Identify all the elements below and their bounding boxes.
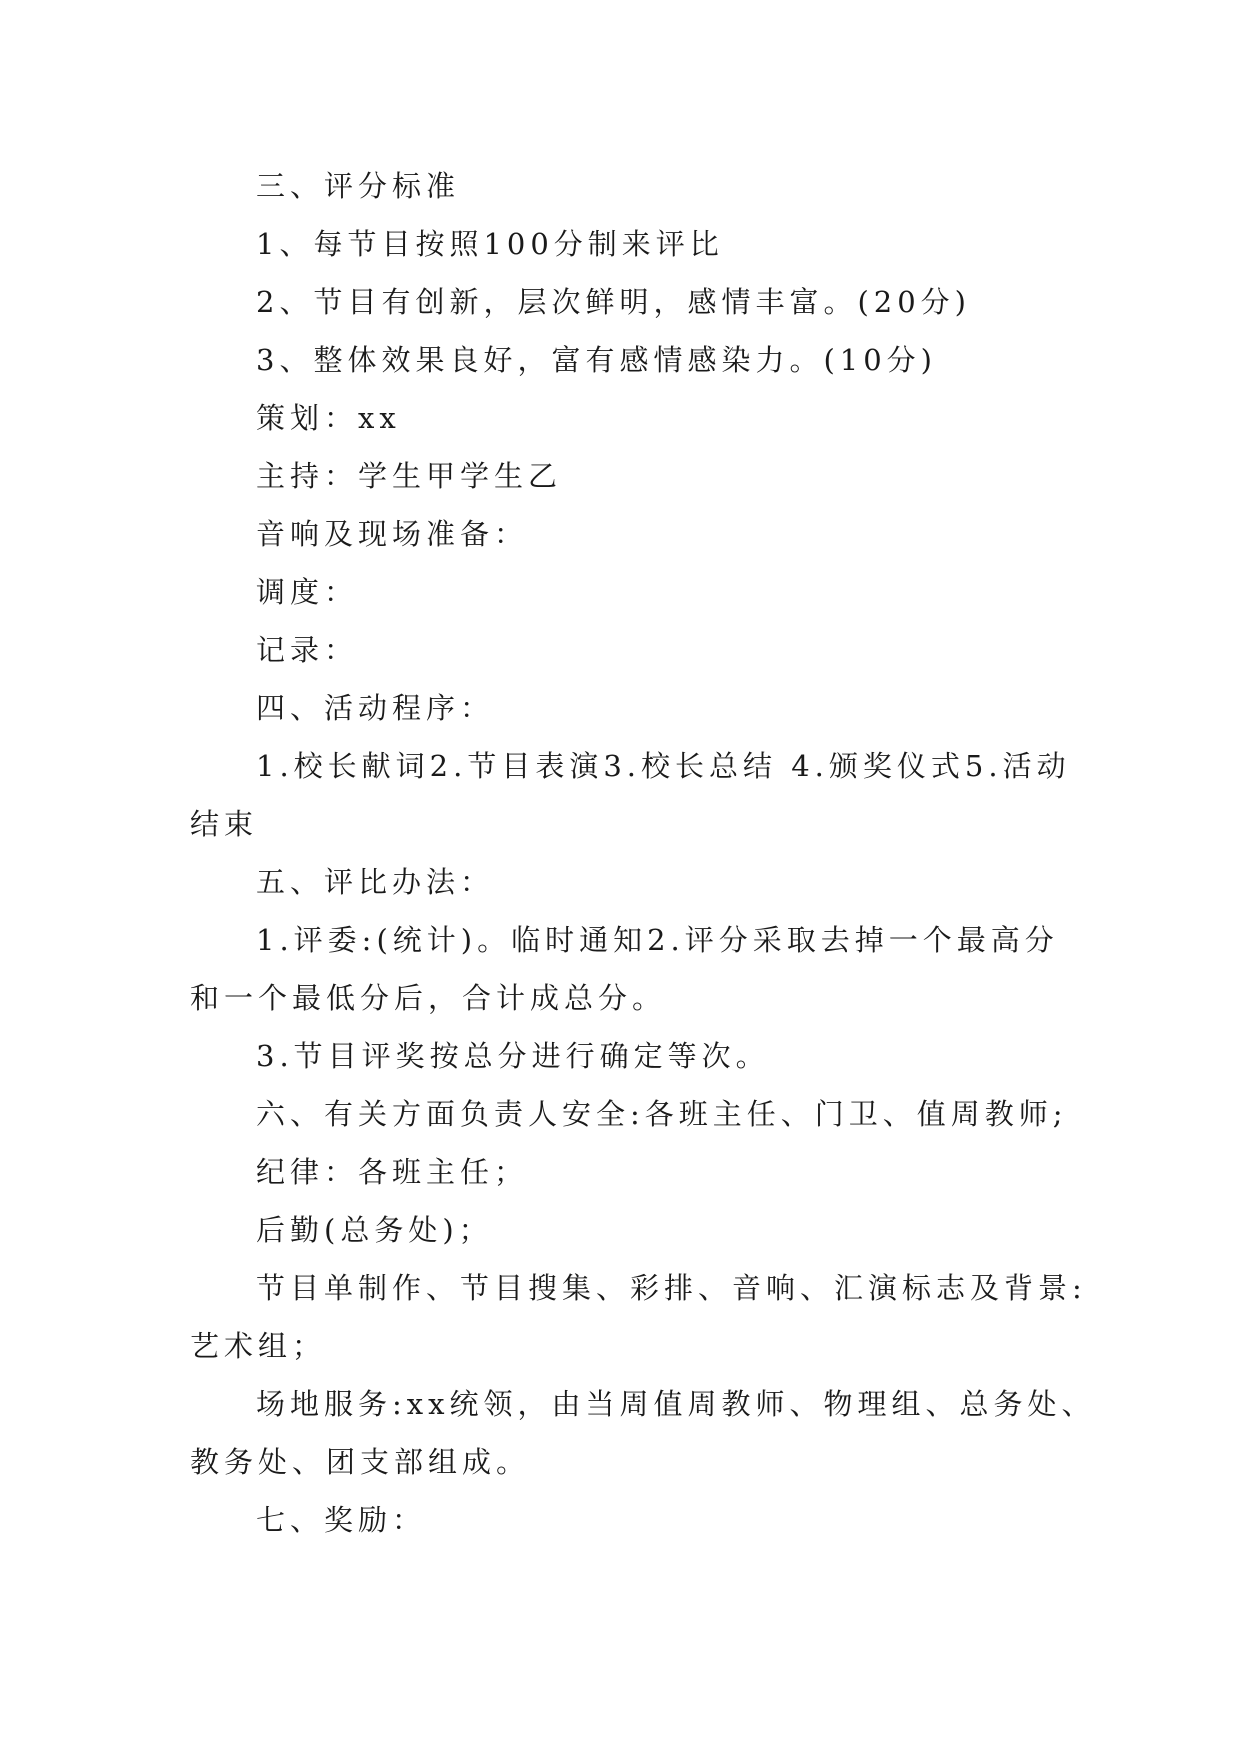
section-heading-scoring-criteria: 三、评分标准: [256, 169, 461, 203]
evaluation-line: 1.评委:(统计)。临时通知2.评分采取去掉一个最高分: [256, 923, 1059, 957]
scoring-item-3: 3、整体效果良好，富有感情感染力。(10分): [256, 343, 937, 377]
award-ranking-line: 3.节目评奖按总分进行确定等次。: [256, 1039, 770, 1073]
scoring-item-1: 1、每节目按照100分制来评比: [256, 227, 724, 261]
evaluation-line-continued: 和一个最低分后，合计成总分。: [190, 981, 667, 1015]
logistics-line: 后勤(总务处)；: [256, 1213, 493, 1247]
venue-service-line-continued: 教务处、团支部组成。: [190, 1445, 531, 1479]
section-heading-rewards: 七、奖励：: [256, 1503, 427, 1537]
discipline-line: 纪律：各班主任；: [256, 1155, 529, 1189]
procedure-line: 1.校长献词2.节目表演3.校长总结 4.颁奖仪式5.活动: [256, 749, 1071, 783]
host-line: 主持：学生甲学生乙: [256, 459, 563, 493]
venue-service-line: 场地服务:xx统领，由当周值周教师、物理组、总务处、: [256, 1387, 1096, 1421]
section-heading-activity-procedure: 四、活动程序：: [256, 691, 495, 725]
planner-line: 策划：xx: [256, 401, 401, 435]
section-heading-evaluation-method: 五、评比办法：: [256, 865, 495, 899]
audio-setup-line: 音响及现场准备：: [256, 517, 529, 551]
program-production-line-continued: 艺术组；: [190, 1329, 327, 1363]
scoring-item-2: 2、节目有创新，层次鲜明，感情丰富。(20分): [256, 285, 971, 319]
program-production-line: 节目单制作、节目搜集、彩排、音响、汇演标志及背景:: [256, 1271, 1087, 1305]
scheduling-line: 调度：: [256, 575, 359, 609]
section-heading-responsible-persons: 六、有关方面负责人安全:各班主任、门卫、值周教师;: [256, 1097, 1068, 1131]
record-line: 记录：: [256, 633, 359, 667]
procedure-line-continued: 结束: [190, 807, 259, 841]
